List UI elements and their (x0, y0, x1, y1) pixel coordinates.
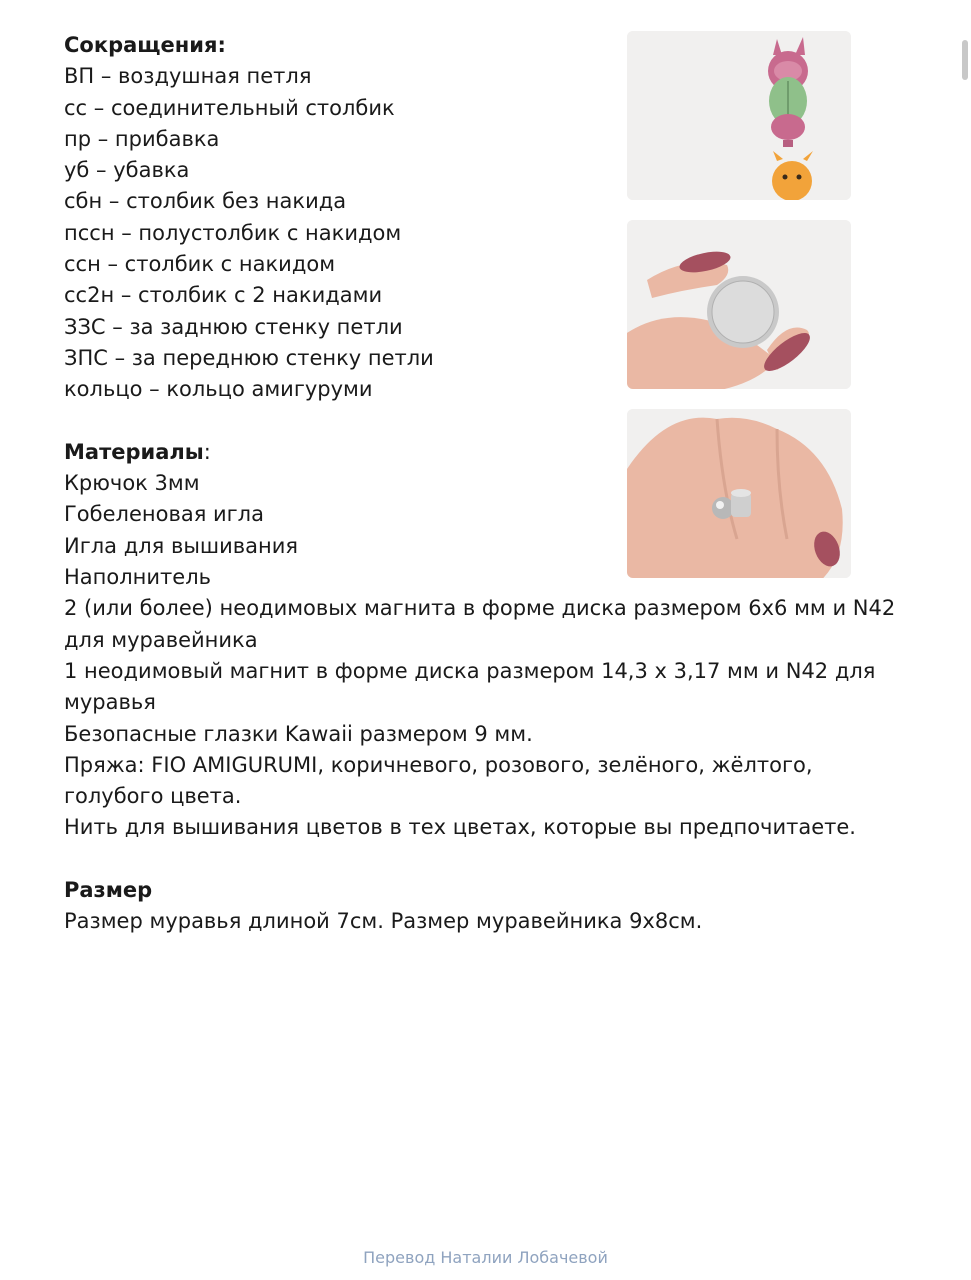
material-item: для муравейника (64, 627, 258, 652)
material-item: 1 неодимовый магнит в форме диска размером 14,3 x 3,17 мм и N42 для (64, 658, 876, 683)
abbreviation-item: кольцо – кольцо амигуруми (64, 377, 373, 402)
material-item: 2 (или более) неодимовых магнита в форме диска размером 6х6 мм и N42 (64, 596, 896, 621)
material-item: Пряжа: FIO AMIGURUMI, коричневого, розового, зелёного, жёлтого, (64, 752, 813, 777)
section-spacer (64, 844, 924, 875)
abbreviation-item: ЗПС – за переднюю стенку петли (64, 345, 434, 370)
abbreviation-item: сс2н – столбик с 2 накидами (64, 283, 383, 308)
abbreviation-item: ссн – столбик с накидом (64, 252, 336, 277)
small-magnets-illustration (627, 409, 851, 578)
abbreviation-item: уб – убавка (64, 158, 190, 183)
abbreviation-item: пссн – полустолбик с накидом (64, 220, 402, 245)
abbreviation-item: ВП – воздушная петля (64, 64, 312, 89)
material-item: Крючок 3мм (64, 471, 200, 496)
scrollbar-thumb[interactable] (962, 40, 968, 80)
size-heading: Размер (64, 878, 153, 903)
abbreviation-item: сбн – столбик без накида (64, 189, 347, 214)
size-text: Размер муравья длиной 7см. Размер муравейника 9х8см. (64, 909, 703, 934)
material-item: Нить для вышивания цветов в тех цветах, которые вы предпочитаете. (64, 815, 856, 840)
materials-heading-colon: : (203, 439, 211, 464)
material-item: Игла для вышивания (64, 533, 299, 558)
translation-credit: Перевод Наталии Лобачевой (363, 1248, 608, 1267)
crochet-ant-illustration (627, 31, 851, 200)
photo-small-magnets (627, 409, 851, 578)
abbreviation-item: ЗЗС – за заднюю стенку петли (64, 314, 403, 339)
photo-crochet-ant (627, 31, 851, 200)
material-item: Наполнитель (64, 565, 211, 590)
material-item: голубого цвета. (64, 784, 242, 809)
large-magnet-illustration (627, 220, 851, 389)
abbreviation-item: пр – прибавка (64, 126, 220, 151)
material-item: Безопасные глазки Kawaii размером 9 мм. (64, 721, 533, 746)
abbreviations-heading: Сокращения: (64, 33, 226, 57)
materials-heading: Материалы (64, 439, 204, 464)
material-item: Гобеленовая игла (64, 502, 264, 527)
photo-large-magnet (627, 220, 851, 389)
material-item: муравья (64, 690, 156, 715)
abbreviation-item: сс – соединительный столбик (64, 95, 395, 120)
